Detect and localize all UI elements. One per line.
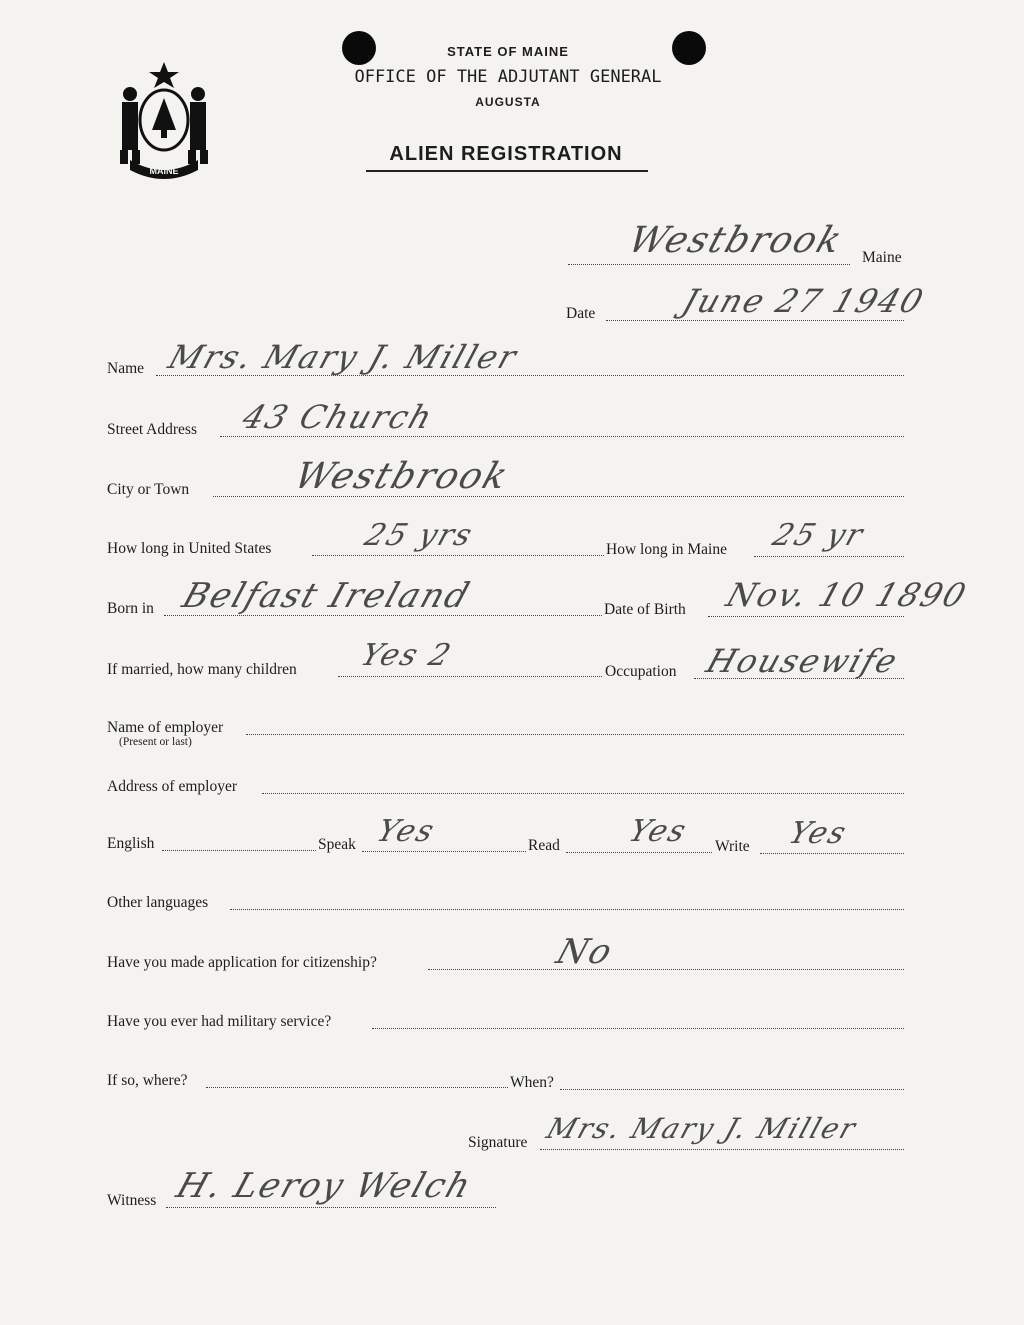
born-label: Born in xyxy=(107,600,154,617)
city-label: City or Town xyxy=(107,481,190,498)
occupation-label: Occupation xyxy=(605,663,677,680)
dob-value: Nov. 10 1890 xyxy=(721,576,973,614)
citizenship-label: Have you made application for citizenship? xyxy=(107,954,377,971)
name-label: Name xyxy=(107,360,145,377)
name-value: Mrs. Mary J. Miller xyxy=(163,338,523,376)
dob-label: Date of Birth xyxy=(604,601,686,618)
read-value: Yes xyxy=(624,814,693,849)
maine-label: Maine xyxy=(862,249,902,266)
title-underline xyxy=(366,170,648,172)
signature-label: Signature xyxy=(468,1134,528,1151)
seal-text: MAINE xyxy=(149,166,179,176)
employer-address-label: Address of employer xyxy=(107,778,237,795)
signature-value: Mrs. Mary J. Miller xyxy=(542,1112,862,1145)
when-label: When? xyxy=(510,1074,554,1091)
other-lang-label: Other languages xyxy=(107,894,209,911)
speak-value: Yes xyxy=(372,814,441,849)
married-label: If married, how many children xyxy=(107,661,297,678)
born-value: Belfast Ireland xyxy=(177,576,476,616)
street-label: Street Address xyxy=(107,421,197,438)
military-label: Have you ever had military service? xyxy=(107,1013,332,1030)
where-label: If so, where? xyxy=(107,1072,188,1089)
occupation-value: Housewife xyxy=(701,642,904,680)
date-value: June 27 1940 xyxy=(677,282,930,320)
witness-label: Witness xyxy=(107,1192,157,1209)
city-value: Westbrook xyxy=(289,456,515,497)
read-label: Read xyxy=(528,837,560,854)
town-value: Westbrook xyxy=(623,220,849,261)
employer-label: Name of employer xyxy=(107,719,224,736)
page-title: ALIEN REGISTRATION xyxy=(389,143,623,165)
english-label: English xyxy=(107,835,155,852)
how-long-maine-value: 25 yr xyxy=(768,518,869,553)
street-value: 43 Church xyxy=(237,398,439,436)
write-value: Yes xyxy=(784,816,853,851)
write-label: Write xyxy=(715,838,750,855)
header-city: AUGUSTA xyxy=(475,95,541,109)
witness-value: H. Leroy Welch xyxy=(171,1166,478,1206)
header-office: OFFICE OF THE ADJUTANT GENERAL xyxy=(354,67,662,87)
how-long-maine-label: How long in Maine xyxy=(606,541,727,558)
how-long-us-value: 25 yrs xyxy=(360,518,479,553)
date-label: Date xyxy=(566,305,596,322)
married-value: Yes 2 xyxy=(356,638,457,673)
employer-sublabel: (Present or last) xyxy=(119,736,192,748)
speak-label: Speak xyxy=(318,836,356,853)
header-state: STATE OF MAINE xyxy=(447,44,569,59)
state-seal-icon xyxy=(110,58,218,182)
citizenship-value: No xyxy=(551,932,619,972)
how-long-us-label: How long in United States xyxy=(107,540,272,557)
